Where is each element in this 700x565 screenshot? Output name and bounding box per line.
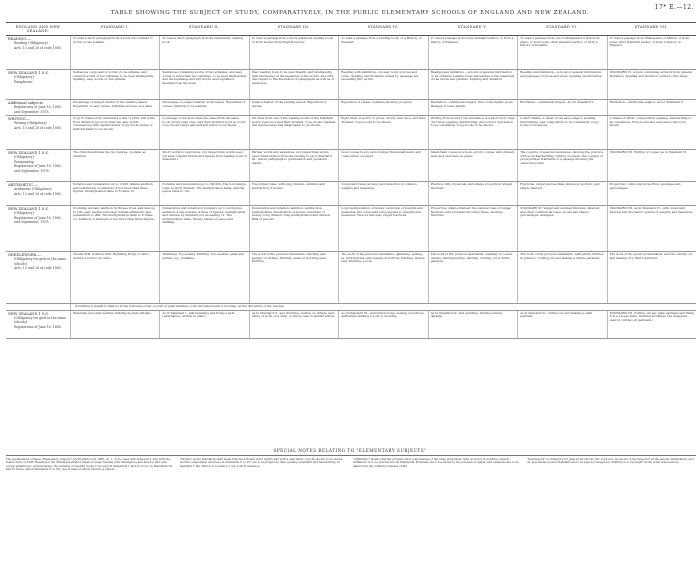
table-row: [6, 116, 696, 150]
table-cell: To read a short paragraph from a book not confined to words of one syllable.: [70, 36, 159, 69]
table-cell: The copying of selected sentences, showing the practice with good handwriting; writing on paper; the copying of prose-printed standards of a passage showing the observed points.: [517, 150, 606, 181]
table-cell: STANDARD VI. Vulgar and decimal fractions; interest; and other commercial rules; stocks and shares; percentages; averages.: [517, 206, 606, 251]
note-column: "Writing" in the Standards shall mean that the scholars write legibly and with a neat hand; copy-books are to be shown, and the composition exercises in Standards V. to VII. are to be judged by their spelling, grammar and handwriting. In Standard I. the child is to be able to copy a short sentence.: [179, 458, 344, 468]
table-row: [6, 182, 696, 206]
table-cell: To read a short paragraph from an elementary reading book.: [159, 36, 248, 69]
table-cell: As in Standard IV., and patching, herring-boning, darning.: [428, 311, 517, 338]
row-label-sub: (Obligatory): [14, 155, 34, 160]
note-column: "Arithmetic" means that the scholars show a knowledge of the rules prescribed, with accuracy in working; mental arithmetic is to be practised in all Standards. Problems are to be solved by the scholars on paper, and examples are to be taken from the ordinary business of life.: [353, 458, 519, 468]
row-label: [6, 150, 70, 181]
header-cell: STANDARD VII.: [634, 25, 668, 29]
table-row: [6, 206, 696, 252]
table-cell: The work of the previous Standards, stitching and sewing on strings. Darning, plain on stocking-web. Knitting.: [249, 252, 338, 303]
table-cell: Hemming and plain sewing; knitting in plain stitches.: [70, 311, 159, 338]
row-label-sub: Penmanship: [14, 159, 34, 164]
table-cell: To read a passage from a reading book, or a History of England.: [338, 36, 427, 69]
table-cell: Reading with definition.—In easy book of prose and verse. Spelling and dictation: tested by passages not exceeding fifty words.: [338, 70, 427, 99]
table-cell: Recitation.—Additional subject. One of the higher poets. Passage of some length.: [428, 100, 517, 115]
table-cell: Proportion; compound proportion; averages and percentages.: [607, 182, 696, 205]
table-cell: The work of the previous Standards, marking on coarse canvas, herring-boning. Darning. Cutting out a child's pinafore.: [428, 252, 517, 303]
row-label: [6, 100, 70, 115]
page-title: TABLE SHOWING THE SUBJECT OF STUDY, COMPARATIVELY, IN THE PUBLIC ELEMENTARY SCHOOLS OF ENGLAND AND NEW ZEALAND.: [110, 10, 590, 16]
table-cell: Long multiplication of money; reduction of weights and measures; the compound rules applied to weights and measures. Factors and easy vulgar fractions.: [338, 206, 427, 251]
row-label: [6, 311, 70, 338]
row-label-sub: (Obligatory): [14, 211, 34, 216]
header-cell: STANDARD II.: [189, 25, 220, 29]
row-label: [6, 36, 70, 69]
table-cell: Sentences containing words of two syllables, and easy words of more than two syllables, to be read intelligently, and the meanings and any words used explained. Spelling from the book.: [159, 70, 248, 99]
table-cell: Recitation.—Additional subject. As for Standard V.: [607, 100, 696, 115]
table-cell: Small-hand copies in a book; errors; copies; and ordinary tests and exercises on paper.: [428, 150, 517, 181]
row-label-sub: Arts. 13 and 28 of code 1885.: [14, 266, 62, 271]
table-cell: Repetition of verses. Syllabus showing progress.: [338, 100, 427, 115]
row-label-sub: Arithmetic (Obligatory): [14, 187, 52, 192]
table-cell: The child determines the two figures, on slate, as dictation.: [70, 150, 159, 181]
table-cell: Easy reading book to be read fluently and intelligently, with knowledge of the meanings of the words, and with due regard to the discussion of paragraphs as well as of sentences.: [249, 70, 338, 99]
table-row: [6, 150, 696, 182]
table-cell: STANDARD VI. A book containing extracts from general literature. Spelling and dictation: suited to this stage.: [607, 70, 696, 99]
table-row: [6, 70, 696, 100]
header-cell: STANDARD V.: [457, 25, 487, 29]
note-column: The explanations of these "Elementary subjects" are English Code 1885, ch. 1., to be read with Schedule I. and with the Instructions of 1885. Reading in the Standards shall be taken to mean reading with intelligence and fluency, and with proper attention to pronunciation. The number of reading books to be used in Standards I. and II. is two, in Standards III. and IV. three, and in Standards V. to VII. one at least of which must be a history.: [6, 458, 173, 472]
page-reference: 17* E.—12.: [654, 4, 694, 11]
row-label-sub: Regulations of June 16, 1885, and September, 1878.: [14, 215, 62, 225]
table-cell: A passage of not more than five lines from the same book, slowly read once, and then dictated word by word. Copy-books (large and half-text hand) to be shown.: [159, 116, 248, 149]
table-cell: Numeration and notation; addition, subtraction, multiplication and division of money; reduction of money; long division; long multiplication and division. Bills of parcels.: [249, 206, 338, 251]
row-label-sub: (Obligatory): [14, 75, 34, 80]
row-label: [6, 182, 70, 205]
row-label: [6, 252, 70, 303]
knitting-note: If knitting is taught it shall be in the following order: a scarf of plain knitting; sock; and afterwards a stocking, at the discretion of the teacher.: [70, 304, 696, 310]
notes-title: SPECIAL NOTES RELATING TO "ELEMENTARY SUBJECTS": [273, 448, 427, 453]
row-label-sub: Reading (Obligatory): [14, 41, 48, 46]
row-label-sub: (Obligatory for girls in the same schools): [14, 316, 67, 325]
row-label-sub: (Obligatory for girls in the same schools): [14, 257, 67, 266]
table-cell: STANDARD VII. Writing of copies; as in Standard VI.: [607, 150, 696, 181]
table-cell: Counting, and any addition by threes, fives, and tens up to 100; easy mental exercises; mental arithmetic and numeration to 999. The multiplication table to 6 times 12. Addition of numbers of not more than three figures.: [70, 206, 159, 251]
table-cell: The work of the previous Standards, gathering, setting-in, button-holes, and sewing on buttons. Darning, simple tear. Knitting, a sock.: [338, 252, 427, 303]
row-label: [6, 70, 70, 99]
table-cell: Proportion, simple interest; the various rules of vulgar fractions; and problems involving these. Decimal fractions.: [428, 206, 517, 251]
table-row: [6, 36, 696, 70]
row-label-sub: Paraphrase.: [14, 79, 34, 84]
table-cell: Good copies in a book not larger than small-hand, and composition on paper.: [338, 150, 427, 181]
row-label-title: NEW ZEALAND 1 S.S.: [8, 151, 49, 155]
table-cell: The work of the previous Standards, and the cutting out and making of a child's garment.: [607, 252, 696, 303]
table-cell: Needle drill. Position drill. Hemming strips of calico. Sewing a button on calico.: [70, 252, 159, 303]
row-label-sub: Writing (Obligatory): [14, 121, 47, 126]
table-cell: Notation and numeration up to 100,000. The four simple rules to short division. The multiplication table, and the pence table to 12s.: [159, 182, 248, 205]
note-column: "Needlework" is obligatory for girls in all schools; the work is to be shown to the inspector at the annual examination, and the specimens of each Standard are to be kept for inspection. Knitting is to be taught in the order stated above.: [526, 458, 694, 465]
row-label-title: NEEDLEWORK.—: [8, 253, 42, 257]
row-label-sub: Regulations of June 16, 1885.: [14, 324, 62, 329]
table-body: [6, 36, 696, 339]
table-cell: Numeration and notation of numbers up to six figures; addition of any number of lines of figures; multiplication and division by numbers not exceeding 12. The multiplication table. Money, tables of pence and shillings.: [159, 206, 248, 251]
row-label: [6, 304, 70, 310]
table-cell: Six lines from one of the reading books of the Standard slowly read once and then dictated. Copy books (capitals and figures large and small hand) to be shown.: [249, 116, 338, 149]
table-cell: To read a passage from a more advanced reading book, or from stories from English history.: [249, 36, 338, 69]
table-cell: STANDARD VII. As in Standard VI., with compound interest and the metric system of weights and measures.: [607, 206, 696, 251]
table-cell: The former rules, with long division. Addition and subtraction of money.: [249, 182, 338, 205]
table-cell: Notation and numeration up to 1,000. Simple addition and subtraction of numbers of not more than three figures. Multiplication table to 6 times 12.: [70, 182, 159, 205]
table-cell: Eight lines of poetry or prose, slowly read once, and then dictated. Copy-books to be shown.: [338, 116, 427, 149]
table-cell: STANDARD VII. Cutting out any plain garment and fixing it in a proper state. Darning stockings; the measures used in cutting out garments.: [607, 311, 696, 338]
row-label-title: READING.—: [8, 37, 31, 41]
table-cell: Short words to reproduce, not longer than words used. On slate. Capital letters and figures from reading book of Standard I.: [159, 150, 248, 181]
row-label-title: WRITING.—: [8, 117, 31, 121]
table-row: [6, 311, 696, 339]
table-cell: Copy in manuscript characters a line of print, and write from dictation not more than ten easy words commencing with capital letters. Copy books (large or half-text hand) to be shown.: [70, 116, 159, 149]
table-cell: Practice; bills of parcels; and simple proportion. Vulgar fractions.: [428, 182, 517, 205]
row-label-title: NEW ZEALAND 1 S.S.: [8, 207, 49, 211]
table-header-row: [6, 23, 696, 36]
table-cell: Reading and definition.—A book of general information, and passages of prose and verse; spelling and dictation.: [517, 70, 606, 99]
table-cell: To read a passage from some standard author, or from a history of England.: [428, 36, 517, 69]
header-cell: STANDARD III.: [277, 25, 310, 29]
table-cell: As in Standard V.; cutting out and making a plain garment.: [517, 311, 606, 338]
table-cell: Farmer words and sentences, not longer than words used; transcription from the reading book of Standard III., and in paragraph to punctuation and quotation marks.: [249, 150, 338, 181]
row-label-sub: Arts. 13 and 28 of code 1885.: [14, 45, 62, 50]
row-label: [6, 116, 70, 149]
table-cell: To read a passage from Shakspeare or Milton, or from some other standard author, or from a history of England.: [607, 36, 696, 69]
table-cell: As in Standard III., and button-holes; sewing on buttons; gathering; knitting a sock or stocking.: [338, 311, 427, 338]
notes-section: [6, 455, 696, 558]
table-cell: The work of the previous Standards, with all the stitches in practice. Cutting out and making a simple garment.: [517, 252, 606, 303]
table-cell: Subject-matter of the reading lesson. Repetition of verses.: [249, 100, 338, 115]
header-cell: STANDARD IV.: [367, 25, 399, 29]
table-cell: As in Standard I., and hemming and fixing a hem. (Alternative—article in plain.): [159, 311, 248, 338]
table-cell: Recitation.—Additional subject. As for Standard V.: [517, 100, 606, 115]
table-cell: Fractions, vulgar and decimal; simple proportion; and simple interest.: [517, 182, 606, 205]
row-label-title: NEW ZEALAND 1 S.S.: [8, 311, 49, 316]
table-row: [6, 100, 696, 116]
table-cell: Knowledge of subject-matter of the reading lesson. Repetition of easy verses. Syllables not less on a slate.: [70, 100, 159, 115]
header-cell: STANDARD I.: [100, 25, 129, 29]
comparison-table: [6, 22, 696, 339]
table-cell: Sentences composed of words of one syllable, and common words of two syllables to be read intelligently. Spelling: easy words of one syllable.: [70, 70, 159, 99]
table-cell: A short theme or letter on an easy subject; spelling, handwriting, and composition to be considered. Copy-books to be shown.: [517, 116, 606, 149]
table-cell: As in Standard II., and stitching, sewing on strings, and fixing of work on a strip; of pillow-case or similar article.: [249, 311, 338, 338]
table-cell: A theme or letter; composition, spelling, handwriting to be considered. Note-books and exercise-books to be shown.: [607, 116, 696, 149]
row-label-sub: Regulations of June 16, 1885, and September, 1878.: [14, 105, 62, 114]
header-cell: STANDARD VI.: [546, 25, 578, 29]
table-cell: Writing from memory the substance of a short story read out twice; spelling, handwriting, and correct expression to be considered. Copy-books to be shown.: [428, 116, 517, 149]
header-cell: ENGLAND AND NEW ZEALAND.: [15, 25, 61, 33]
row-label-sub: Regulations of June 16, 1885, and September, 1878.: [14, 164, 62, 173]
row-label-sub: Arts. 13 and 28 of code 1885.: [14, 125, 62, 130]
table-cell: To read a passage from one of Shakspeare's historical plays, or from some other standard author, or from a history of England.: [517, 36, 606, 69]
row-label-title: Additional subjects: [8, 101, 43, 105]
row-label-title: ARITHMETIC.—: [8, 183, 38, 187]
table-row-note: [6, 304, 696, 311]
table-cell: Reading and definition.—A book of general information or an ordinary reading book; knowledge of the meanings of the words and phrases. Spelling and dictation.: [428, 70, 517, 99]
table-cell: Compound rules (money) and reduction of common weights and measures.: [338, 182, 427, 205]
row-label-title: NEW ZEALAND 1 S.S.: [8, 71, 49, 75]
row-label: [6, 206, 70, 251]
table-cell: Knowledge of subject-matter of the lesson. Repetition of verses. Syllabus to be learned.: [159, 100, 248, 115]
row-label-sub: Arts. 13 and 28 of code 1885.: [14, 191, 62, 196]
table-cell: Hemming. Top-sewing. Knitting: two needles, plain and purled, e.g., muffatee.: [159, 252, 248, 303]
table-row: [6, 252, 696, 304]
